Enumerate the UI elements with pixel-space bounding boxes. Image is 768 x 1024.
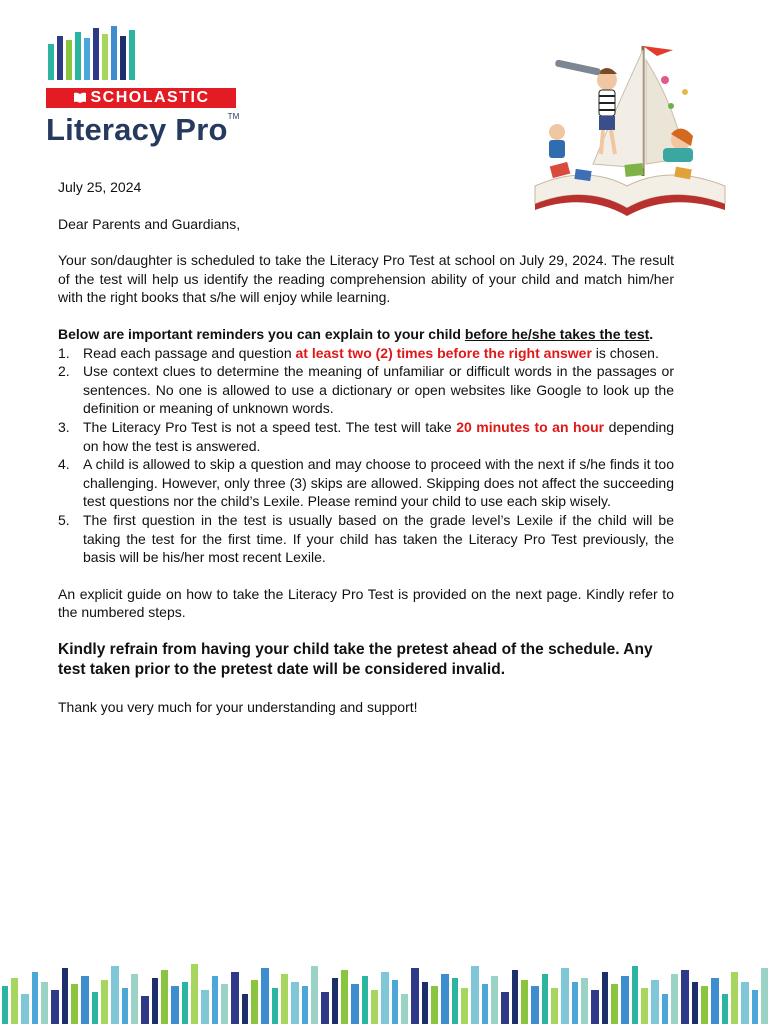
footer-book-spine — [581, 978, 588, 1024]
footer-book-spine — [191, 964, 198, 1024]
footer-book-spine — [422, 982, 428, 1024]
footer-book-spine — [681, 970, 689, 1024]
book-spines-logo-icon — [48, 26, 138, 80]
list-item — [58, 418, 674, 455]
footer-book-spine — [381, 972, 389, 1024]
reminders-heading-underlined: before he/she takes the test — [464, 325, 650, 342]
footer-book-spine — [591, 990, 599, 1024]
footer-book-spine — [212, 976, 218, 1024]
footer-book-spine — [671, 974, 678, 1024]
footer-book-spine — [62, 968, 68, 1024]
list-item-highlight: at least two (2) times before the right answer — [295, 344, 592, 361]
trademark-mark: TM — [227, 112, 240, 121]
footer-book-spine — [261, 968, 269, 1024]
footer-book-spine — [92, 992, 98, 1024]
footer-book-spine — [141, 996, 149, 1024]
guide-paragraph: An explicit guide on how to take the Literacy Pro Test is provided on the next page. Kindly refer to the numbered steps. — [58, 585, 674, 621]
footer-book-spine — [161, 970, 168, 1024]
footer-book-spine — [51, 990, 59, 1024]
list-item — [58, 344, 674, 363]
footer-book-spine — [231, 972, 239, 1024]
footer-book-spine — [411, 968, 419, 1024]
footer-book-spine — [621, 976, 629, 1024]
list-item-number: 4. — [58, 456, 70, 473]
footer-book-spine — [122, 988, 128, 1024]
pretest-warning: Kindly refrain from having your child take the pretest ahead of the schedule. Any test taken prior to the pretest date will be considered invalid. — [58, 640, 653, 678]
list-item-text: Read each passage and question — [83, 344, 296, 361]
product-name — [46, 112, 240, 148]
list-item — [58, 362, 674, 418]
product-name-text: Literacy Pro — [46, 112, 228, 147]
footer-book-spine — [711, 978, 719, 1024]
footer-book-spine — [392, 980, 398, 1024]
footer-book-spine — [242, 994, 248, 1024]
footer-book-spine — [701, 986, 708, 1024]
footer-book-spine — [752, 990, 758, 1024]
letter-intro-paragraph: Your son/daughter is scheduled to take the Literacy Pro Test at school on July 29, 2024. The result of the test will help us identify the reading comprehension ability of your child and match him/her with the right books that s/he will enjoy while learning. — [58, 252, 674, 306]
footer-book-spine — [501, 992, 509, 1024]
list-item-text: The Literacy Pro Test is not a speed test. The test will take — [83, 418, 457, 435]
footer-book-spine — [351, 984, 359, 1024]
footer-book-spine — [221, 984, 228, 1024]
footer-book-spine — [272, 988, 278, 1024]
reminders-heading — [58, 325, 674, 344]
footer-book-spine — [332, 978, 338, 1024]
list-item-text: The first question in the test is usually based on the grade level’s Lexile if the child will be taking the test for the first time. If your child has taken the Literacy Pro Test previously, the basis will be his/her most recent Lexile. — [83, 511, 674, 566]
reminders-list — [58, 344, 674, 567]
footer-book-spine — [251, 980, 258, 1024]
footer-book-spine — [551, 988, 558, 1024]
footer-book-spine — [542, 974, 548, 1024]
footer-book-spine — [111, 966, 119, 1024]
letter-body — [58, 178, 674, 716]
footer-book-spine — [722, 994, 728, 1024]
list-item-text-end: is chosen. — [591, 344, 659, 361]
footer-book-spine — [441, 974, 449, 1024]
list-item-number: 1. — [58, 344, 70, 361]
footer-book-spine — [131, 974, 138, 1024]
list-item — [58, 511, 674, 567]
footer-book-spine — [731, 972, 738, 1024]
reminders-heading-end: . — [649, 325, 654, 342]
footer-book-spine — [692, 982, 698, 1024]
list-item — [58, 455, 674, 511]
footer-book-spine — [611, 984, 618, 1024]
book-spines-footer-decoration — [0, 962, 768, 1024]
footer-book-spine — [531, 986, 539, 1024]
footer-book-spine — [741, 982, 749, 1024]
footer-book-spine — [201, 990, 209, 1024]
footer-book-spine — [602, 972, 608, 1024]
footer-book-spine — [632, 966, 638, 1024]
footer-book-spine — [32, 972, 38, 1024]
footer-book-spine — [662, 994, 668, 1024]
list-item-number: 3. — [58, 418, 70, 435]
footer-book-spine — [572, 982, 578, 1024]
footer-book-spine — [291, 982, 299, 1024]
footer-book-spine — [651, 980, 659, 1024]
footer-book-spine — [101, 980, 108, 1024]
footer-book-spine — [311, 966, 318, 1024]
letter-greeting: Dear Parents and Guardians, — [58, 215, 241, 232]
list-item-text-end: depending on how the test is answered. — [83, 418, 675, 454]
footer-book-spine — [561, 968, 569, 1024]
scholastic-banner — [46, 88, 236, 108]
footer-book-spine — [152, 978, 158, 1024]
list-item-highlight: 20 minutes to an hour — [456, 418, 605, 435]
list-item-text: A child is allowed to skip a question and may choose to proceed with the next if s/he finds it too challenging. However, only three (3) skips are allowed. Skipping does not affect the succeeding test questions nor the child’s Lexile. Please remind your child to use each skip wisely. — [83, 456, 674, 510]
footer-book-spine — [641, 988, 648, 1024]
footer-book-spine — [321, 992, 329, 1024]
open-book-icon — [73, 92, 87, 103]
footer-book-spine — [761, 968, 768, 1024]
footer-book-spine — [471, 966, 479, 1024]
footer-book-spine — [362, 976, 368, 1024]
footer-book-spine — [482, 984, 488, 1024]
footer-book-spine — [371, 990, 378, 1024]
list-item-number: 5. — [58, 511, 70, 528]
footer-book-spine — [11, 978, 18, 1024]
footer-book-spine — [182, 982, 188, 1024]
footer-book-spine — [2, 986, 8, 1024]
footer-book-spine — [171, 986, 179, 1024]
footer-book-spine — [521, 980, 528, 1024]
footer-book-spine — [41, 982, 48, 1024]
footer-book-spine — [302, 986, 308, 1024]
footer-book-spine — [512, 970, 518, 1024]
footer-book-spine — [401, 994, 408, 1024]
scholastic-literacy-pro-logo — [46, 26, 246, 156]
list-item-number: 2. — [58, 363, 70, 380]
footer-book-spine — [452, 978, 458, 1024]
footer-book-spine — [21, 994, 29, 1024]
list-item-text: Use context clues to determine the meaning of unfamiliar or difficult words in the passages or sentences. No one is allowed to use a dictionary or open websites like Google to look up the definition or meaning of unknown words. — [83, 363, 674, 417]
footer-book-spine — [461, 988, 468, 1024]
closing-line: Thank you very much for your understanding and support! — [58, 698, 418, 715]
footer-book-spine — [491, 976, 498, 1024]
footer-book-spine — [71, 984, 78, 1024]
letter-date: July 25, 2024 — [58, 179, 142, 195]
brand-banner-text: SCHOLASTIC — [90, 89, 210, 106]
footer-book-spine — [81, 976, 89, 1024]
footer-book-spine — [281, 974, 288, 1024]
footer-book-spine — [431, 986, 438, 1024]
reminders-heading-text: Below are important reminders you can explain to your child — [58, 325, 465, 342]
footer-book-spine — [341, 970, 348, 1024]
